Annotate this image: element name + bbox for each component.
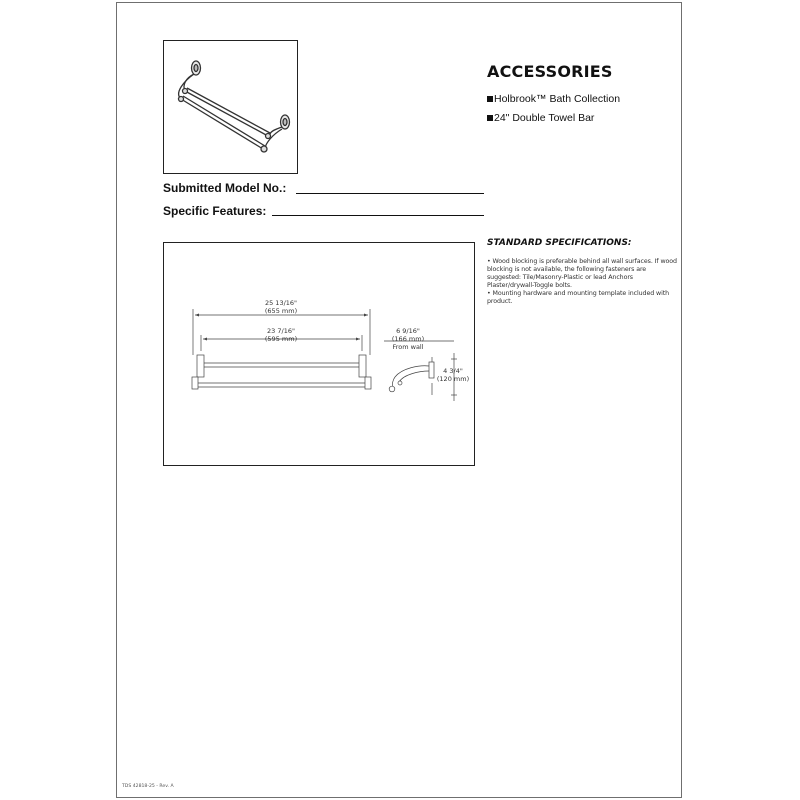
bullet-square-icon — [487, 96, 493, 102]
model-number-label: Submitted Model No.: — [163, 181, 287, 195]
projection-mm-label: (166 mm) — [391, 335, 425, 343]
specific-features-label: Specific Features: — [163, 204, 267, 218]
bullet-square-icon — [487, 115, 493, 121]
product-line — [487, 112, 594, 124]
page-title: ACCESSORIES — [487, 62, 613, 81]
specific-features-field[interactable] — [272, 215, 484, 216]
collection-line — [487, 93, 620, 105]
spec-item: • Mounting hardware and mounting template included with product. — [487, 290, 669, 305]
bar-spacing-label: 4 3/4" — [443, 367, 463, 375]
dimension-drawing-svg — [164, 243, 474, 465]
bar-length-label: 23 7/16" — [267, 327, 295, 335]
overall-width-label: 25 13/16" — [264, 299, 298, 307]
bar-spacing-mm-label: (120 mm) — [436, 375, 470, 383]
specifications-title: STANDARD SPECIFICATIONS: — [487, 238, 632, 248]
product-photo — [163, 40, 298, 174]
projection-note-label: From wall — [392, 343, 424, 351]
spec-item: • Wood blocking is preferable behind all wall surfaces. If wood blocking is not available, the following fasteners are suggested: Tile/Masonry-Plastic or lead Anchors Plaster/drywall-Toggle bolts. — [487, 258, 677, 289]
document-code: TDS 42818-25 - Rev. A — [122, 784, 174, 789]
overall-width-mm-label: (655 mm) — [264, 307, 298, 315]
bar-length-mm-label: (595 mm) — [264, 335, 298, 343]
double-towel-bar-illustration — [164, 41, 297, 173]
dimension-drawing — [163, 242, 475, 466]
projection-label: 6 9/16" — [396, 327, 420, 335]
product-name: 24" Double Towel Bar — [494, 112, 595, 124]
collection-name: Holbrook™ Bath Collection — [494, 93, 621, 105]
model-number-field[interactable] — [296, 193, 484, 194]
